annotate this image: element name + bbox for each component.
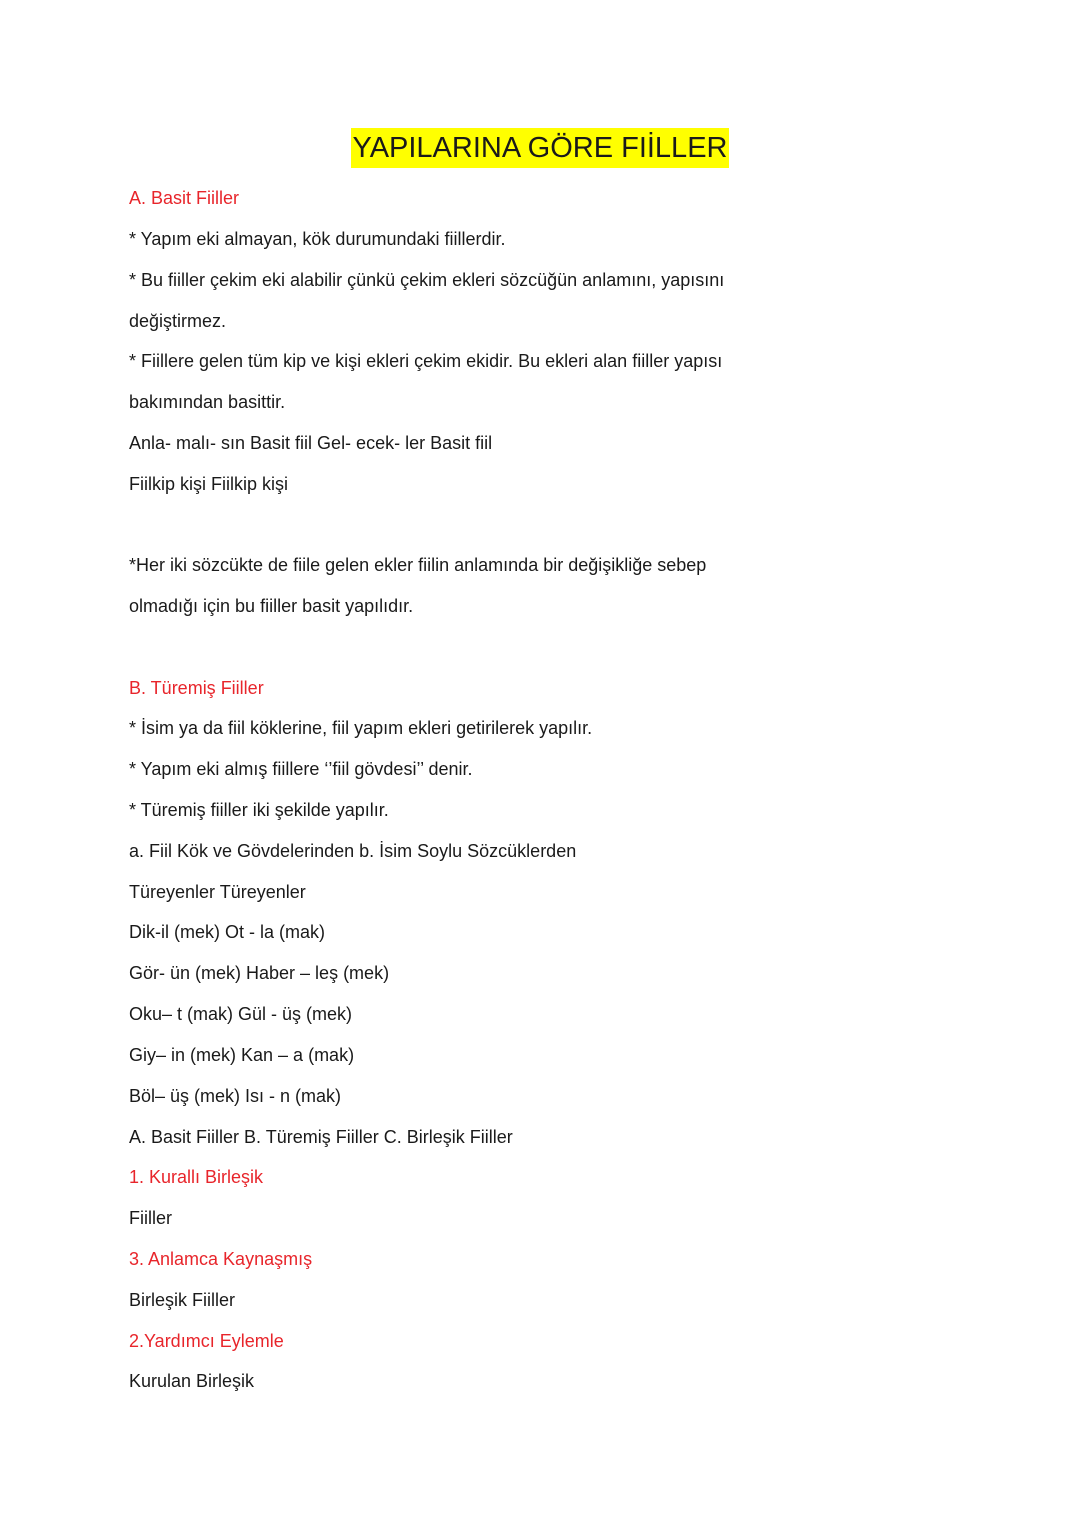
- text-line: bakımından basittir.: [129, 392, 286, 412]
- heading-yardimci-eylemle: 2.Yardımcı Eylemle: [129, 1331, 284, 1351]
- example-line: Oku– t (mak) Gül - üş (mek): [129, 1004, 353, 1024]
- text-line: * İsim ya da fiil köklerine, fiil yapım ekleri getirilerek yapılır.: [129, 718, 593, 738]
- text-line: A. Basit Fiiller B. Türemiş Fiiller C. Birleşik Fiiller: [129, 1127, 513, 1147]
- text-line: a. Fiil Kök ve Gövdelerinden b. İsim Soylu Sözcüklerden: [129, 841, 577, 861]
- title-container: [0, 128, 1080, 168]
- text-line: * Fiillere gelen tüm kip ve kişi ekleri çekim ekidir. Bu ekleri alan fiiller yapısı: [129, 351, 723, 371]
- text-line: * Yapım eki almış fiillere ‘’fiil gövdesi’’ denir.: [129, 759, 473, 779]
- text-line: olmadığı için bu fiiller basit yapılıdır.: [129, 596, 414, 616]
- text-line: * Türemiş fiiller iki şekilde yapılır.: [129, 800, 389, 820]
- heading-anlamca-kaynasmis: 3. Anlamca Kaynaşmış: [129, 1249, 313, 1269]
- example-line: Giy– in (mek) Kan – a (mak): [129, 1045, 355, 1065]
- text-line: Fiiller: [129, 1208, 172, 1228]
- text-line: Türeyenler Türeyenler: [129, 882, 306, 902]
- example-line: Böl– üş (mek) Isı - n (mak): [129, 1086, 342, 1106]
- page-title: YAPILARINA GÖRE FIİLLER: [351, 128, 730, 168]
- heading-turemis-fiiller: B. Türemiş Fiiller: [129, 678, 264, 698]
- text-line: Kurulan Birleşik: [129, 1371, 255, 1391]
- text-line: * Bu fiiller çekim eki alabilir çünkü çekim ekleri sözcüğün anlamını, yapısını: [129, 270, 725, 290]
- heading-basit-fiiller: A. Basit Fiiller: [129, 188, 240, 208]
- example-line: Dik-il (mek) Ot - la (mak): [129, 922, 325, 942]
- text-line: *Her iki sözcükte de fiile gelen ekler fiilin anlamında bir değişikliğe sebep: [129, 555, 707, 575]
- text-line: değiştirmez.: [129, 311, 227, 331]
- example-line: Fiilkip kişi Fiilkip kişi: [129, 474, 289, 494]
- example-line: Gör- ün (mek) Haber – leş (mek): [129, 963, 390, 983]
- text-line: * Yapım eki almayan, kök durumundaki fiillerdir.: [129, 229, 506, 249]
- heading-kuralli-birlesik: 1. Kurallı Birleşik: [129, 1167, 264, 1187]
- example-line: Anla- malı- sın Basit fiil Gel- ecek- ler Basit fiil: [129, 433, 493, 453]
- text-line: Birleşik Fiiller: [129, 1290, 236, 1310]
